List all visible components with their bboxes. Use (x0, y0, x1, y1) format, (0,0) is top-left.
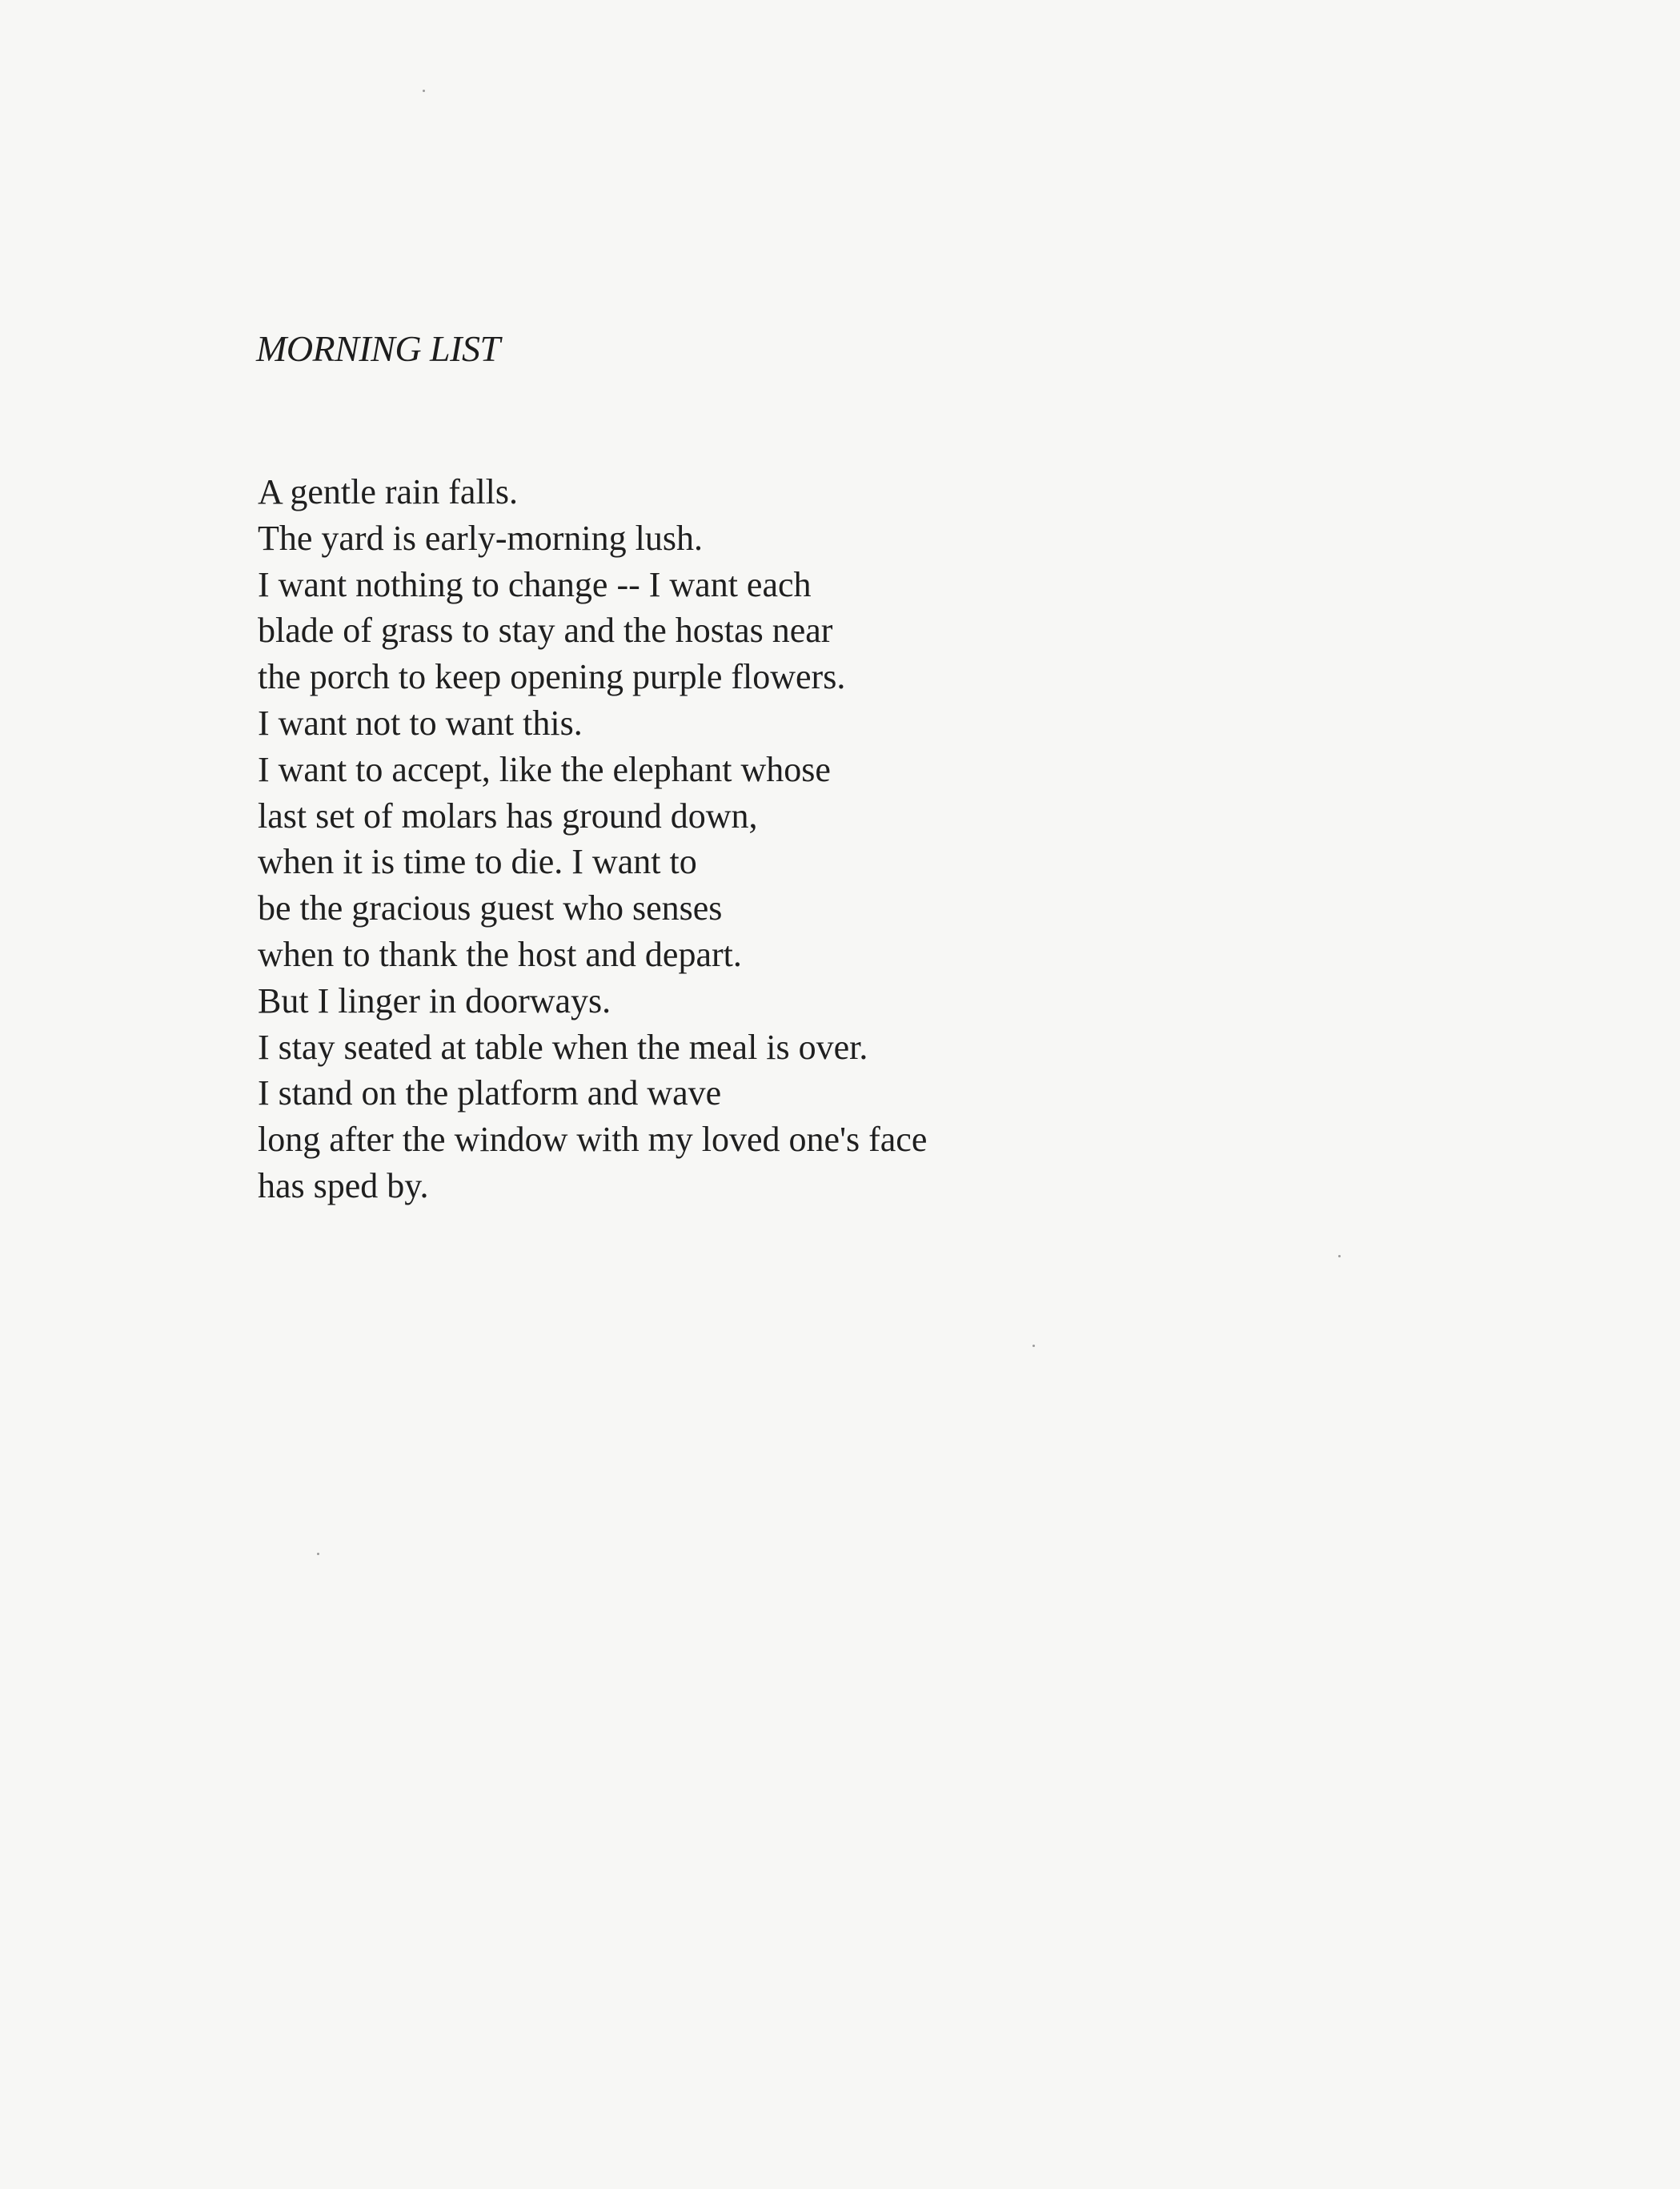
poem-line: last set of molars has ground down, (258, 796, 758, 836)
paper-speck (1032, 1345, 1035, 1347)
poem-line: But I linger in doorways. (258, 980, 611, 1020)
poem-line: when to thank the host and depart. (258, 934, 742, 974)
poem-line: I want nothing to change -- I want each (258, 564, 812, 604)
poem-line: the porch to keep opening purple flowers. (258, 657, 846, 697)
paper-speck (317, 1553, 319, 1555)
poem-line: has sped by. (258, 1165, 429, 1205)
paper-speck (1338, 1255, 1341, 1257)
poem-line: A gentle rain falls. (258, 472, 519, 511)
poem-line: I stand on the platform and wave (258, 1073, 722, 1113)
paper-speck (423, 90, 425, 92)
poem-line: long after the window with my loved one's face (258, 1120, 928, 1160)
poem-body (258, 469, 927, 1209)
poem-line: blade of grass to stay and the hostas near (258, 611, 833, 651)
poem-line: when it is time to die. I want to (258, 842, 697, 882)
poem-line: be the gracious guest who senses (258, 888, 723, 928)
poem-line: The yard is early-morning lush. (258, 518, 703, 558)
poem-line: I want not to want this. (258, 703, 583, 743)
poem-line: I want to accept, like the elephant whose (258, 749, 831, 789)
poem-title: MORNING LIST (256, 328, 500, 369)
poem-line: I stay seated at table when the meal is over. (258, 1027, 868, 1067)
